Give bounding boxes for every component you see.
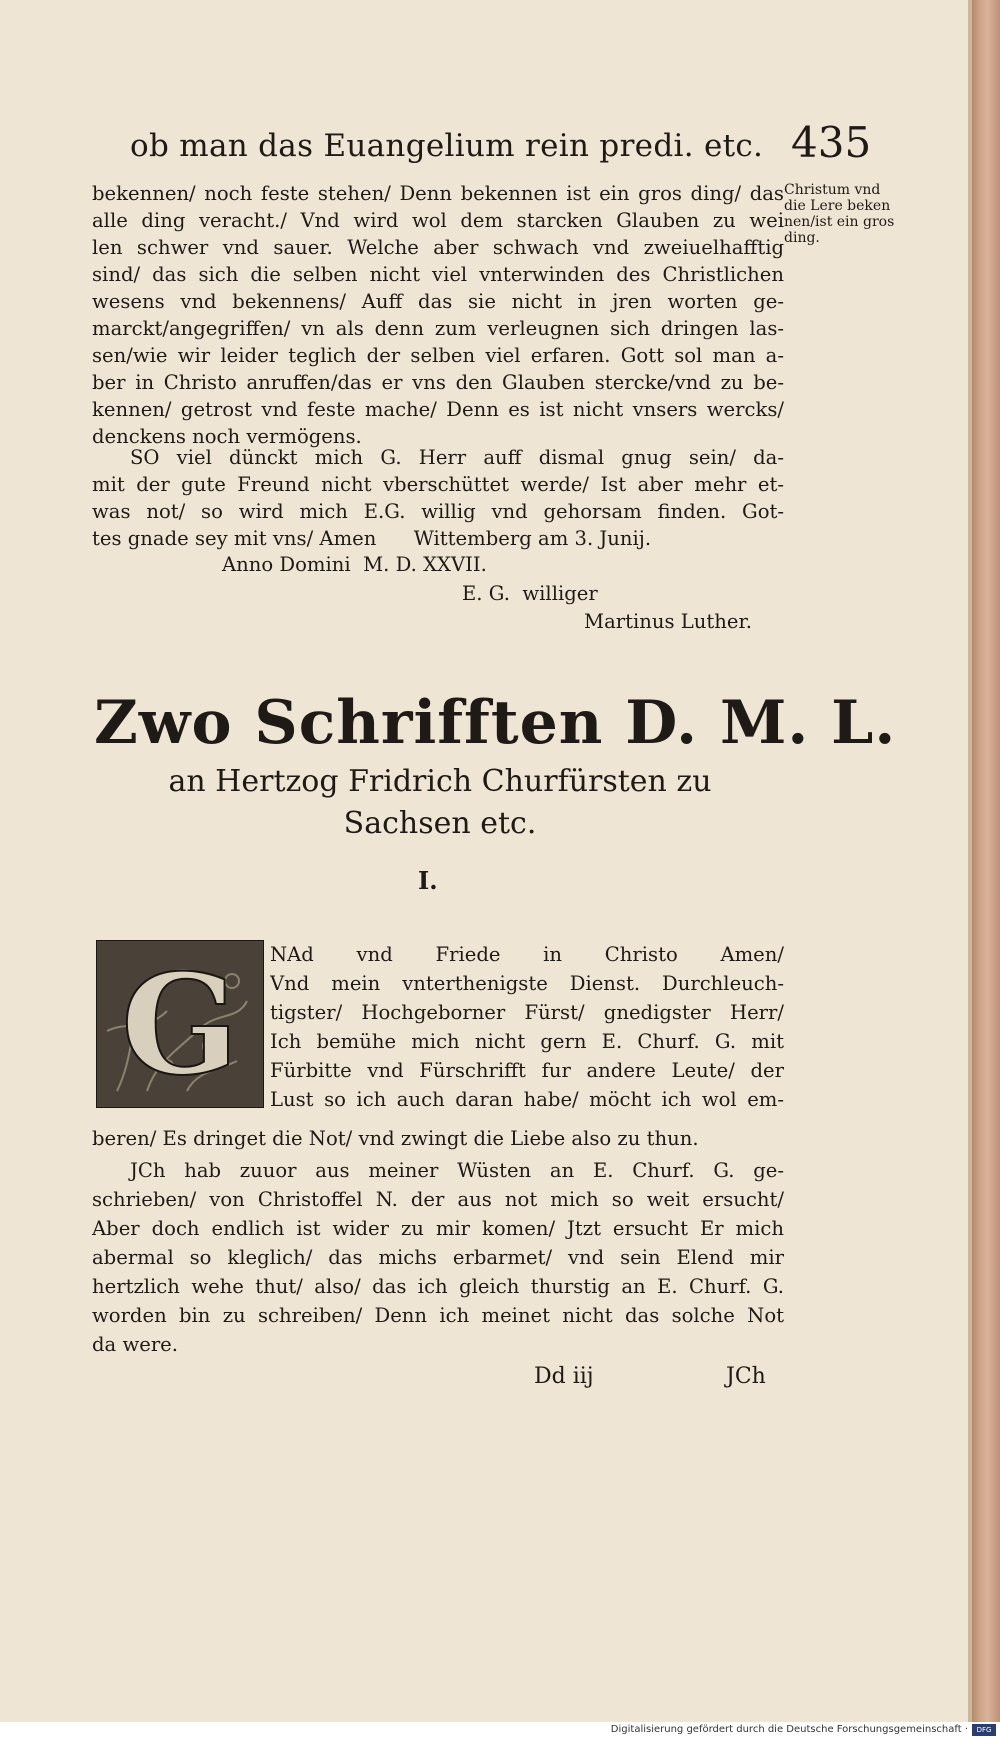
text-line: Ich bemühe mich nicht gern E. Churf. G. mit (270, 1030, 784, 1053)
second-paragraph (92, 1156, 784, 1359)
text-line: sind/ das sich die selben nicht viel vnterwinden des Christlichen (92, 263, 784, 286)
closing-paragraph (92, 444, 784, 552)
page-number: 435 (791, 118, 872, 167)
footer-text: Digitalisierung gefördert durch die Deutsche Forschungsgemeinschaft · (610, 1724, 968, 1735)
text-line: beren/ Es dringet die Not/ vnd zwingt die Liebe also zu thun. (92, 1127, 699, 1150)
marginal-note (784, 182, 914, 246)
text-line: Vnd mein vnterthenigste Dienst. Durchleuch- (270, 972, 784, 995)
section-subtitle: Sachsen etc. (343, 806, 537, 841)
text-line: Aber doch endlich ist wider zu mir komen/ Jtzt ersucht Er mich (92, 1217, 784, 1240)
marginal-note-line: die Lere beken (784, 198, 891, 214)
text-line: len schwer vnd sauer. Welche aber schwach vnd zweiuelhafftig (92, 236, 784, 259)
text-line: tes gnade sey mit vns/ Amen Wittemberg am 3. Junij. (92, 527, 652, 550)
text-line: abermal so kleglich/ das michs erbarmet/ vnd sein Elend mir (92, 1246, 784, 1269)
digitization-footer (0, 1722, 1000, 1738)
text-line: tigster/ Hochgeborner Fürst/ gnedigster Herr/ (270, 1001, 784, 1024)
text-line: SO viel dünckt mich G. Herr auff dismal gnug sein/ da- (130, 446, 784, 469)
date-line: Anno Domini M. D. XXVII. (222, 553, 487, 576)
marginal-note-line: ding. (784, 230, 820, 246)
woodcut-ornament-icon (97, 941, 263, 1107)
letter-body (92, 180, 784, 450)
text-line: kennen/ getrost vnd feste mache/ Denn es ist nicht vnsers wercks/ (92, 398, 784, 421)
section-title: Zwo Schrifften D. M. L. (94, 688, 897, 758)
text-line: ber in Christo anruffen/das er vns den Glauben stercke/vnd zu be- (92, 371, 784, 394)
signature-line: E. G. williger (462, 582, 598, 605)
text-line: denckens noch vermögens. (92, 425, 362, 448)
signature-name: Martinus Luther. (584, 610, 752, 633)
text-line: da were. (92, 1333, 179, 1356)
first-paragraph (270, 940, 784, 1114)
first-paragraph-tail (92, 1124, 784, 1153)
decorated-initial (96, 940, 264, 1108)
text-line: Lust so ich auch daran habe/ möcht ich wol em- (270, 1088, 784, 1111)
page-header (130, 118, 872, 168)
text-line: alle ding veracht./ Vnd wird wol dem starcken Glauben zu wei (92, 209, 784, 232)
marginal-note-line: Christum vnd (784, 182, 881, 198)
text-line: NAd vnd Friede in Christo Amen/ (270, 943, 784, 966)
initial-letter: G (121, 943, 239, 1106)
text-line: was not/ so wird mich E.G. willig vnd gehorsam finden. Got- (92, 500, 784, 523)
text-line: marckt/angegriffen/ vn als denn zum verleugnen sich dringen las- (92, 317, 784, 340)
text-line: hertzlich wehe thut/ also/ das ich gleich thurstig an E. Churf. G. (92, 1275, 784, 1298)
text-line: JCh hab zuuor aus meiner Wüsten an E. Churf. G. ge- (130, 1159, 784, 1182)
text-line: Fürbitte vnd Fürschrifft fur andere Leute/ der (270, 1059, 784, 1082)
text-line: mit der gute Freund nicht vberschüttet werde/ Ist aber mehr et- (92, 473, 784, 496)
book-spine (972, 0, 1000, 1722)
marginal-note-line: nen/ist ein gros (784, 214, 895, 230)
text-line: schrieben/ von Christoffel N. der aus not mich so weit ersucht/ (92, 1188, 784, 1211)
section-subtitle: an Hertzog Fridrich Churfürsten zu (168, 764, 712, 799)
section-number: I. (418, 866, 438, 895)
catchword: JCh (726, 1364, 766, 1389)
text-line: bekennen/ noch feste stehen/ Denn bekennen ist ein gros ding/ das (92, 182, 784, 205)
signature-mark: Dd iij (534, 1364, 594, 1389)
dfg-logo-icon: DFG (972, 1724, 996, 1736)
running-head: ob man das Euangelium rein predi. etc. (130, 128, 764, 164)
text-line: sen/wie wir leider teglich der selben viel erfaren. Gott sol man a- (92, 344, 784, 367)
text-line: worden bin zu schreiben/ Denn ich meinet nicht das solche Not (92, 1304, 784, 1327)
text-line: wesens vnd bekennens/ Auff das sie nicht in jren worten ge- (92, 290, 784, 313)
